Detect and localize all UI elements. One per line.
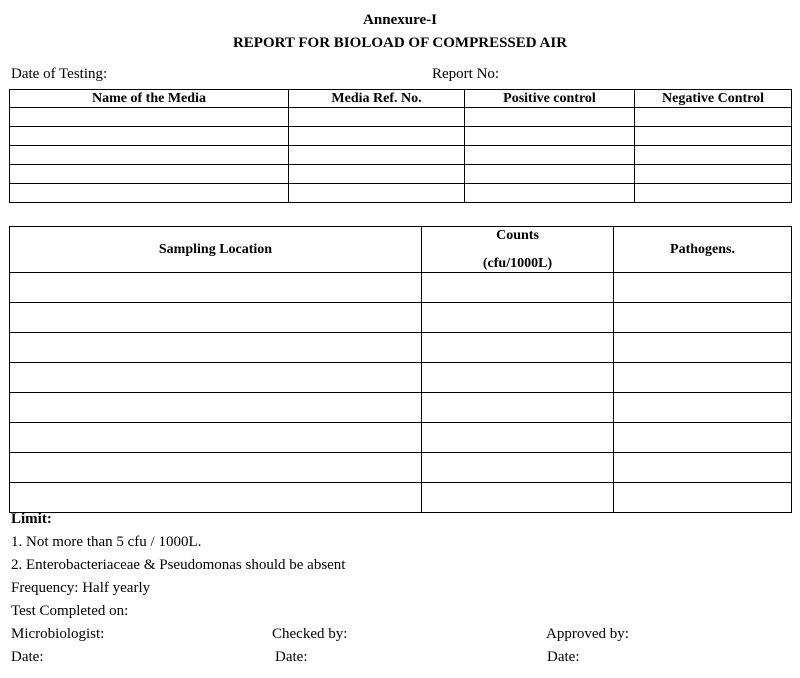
media-table-cell[interactable] xyxy=(289,165,465,184)
sampling-table-cell[interactable] xyxy=(422,333,614,363)
sampling-table-cell[interactable] xyxy=(422,303,614,333)
media-table-cell[interactable] xyxy=(635,127,792,146)
media-table-row xyxy=(10,184,792,203)
media-table-cell[interactable] xyxy=(10,184,289,203)
media-table-cell[interactable] xyxy=(465,184,635,203)
limit-item-1: 1. Not more than 5 cfu / 1000L. xyxy=(11,534,202,550)
sampling-table-cell[interactable] xyxy=(10,363,422,393)
media-table-cell[interactable] xyxy=(465,108,635,127)
sampling-table-row xyxy=(10,303,792,333)
checked-date-label: Date: xyxy=(275,649,308,665)
test-completed-label: Test Completed on: xyxy=(11,603,129,619)
sampling-table xyxy=(9,226,792,513)
sampling-table-cell[interactable] xyxy=(10,423,422,453)
media-table-cell[interactable] xyxy=(635,184,792,203)
sampling-table-cell[interactable] xyxy=(422,273,614,303)
counts-label: Counts xyxy=(496,228,539,243)
sampling-table-cell[interactable] xyxy=(10,333,422,363)
media-table-row xyxy=(10,127,792,146)
sampling-table-header xyxy=(10,227,792,273)
microbiologist-label: Microbiologist: xyxy=(11,626,105,642)
sampling-table-cell[interactable] xyxy=(422,393,614,423)
media-table-cell[interactable] xyxy=(10,127,289,146)
sampling-table-cell[interactable] xyxy=(614,453,792,483)
media-table-cell[interactable] xyxy=(465,146,635,165)
media-table-cell[interactable] xyxy=(289,108,465,127)
microbiologist-date-label: Date: xyxy=(11,649,44,665)
media-table-row xyxy=(10,108,792,127)
media-table-cell[interactable] xyxy=(289,146,465,165)
annexure-label: Annexure-I xyxy=(363,12,437,28)
media-table-cell[interactable] xyxy=(10,165,289,184)
media-table-cell[interactable] xyxy=(465,165,635,184)
sampling-table-cell[interactable] xyxy=(614,273,792,303)
pathogens-header: Pathogens. xyxy=(614,227,792,273)
limit-item-2: 2. Enterobacteriaceae & Pseudomonas should be absent xyxy=(11,557,346,573)
report-no-label: Report No: xyxy=(432,66,500,82)
sampling-table-row xyxy=(10,483,792,513)
media-table-cell[interactable] xyxy=(635,165,792,184)
sampling-table-cell[interactable] xyxy=(614,333,792,363)
sampling-table-cell[interactable] xyxy=(10,273,422,303)
sampling-table-cell[interactable] xyxy=(10,393,422,423)
sampling-table-row xyxy=(10,363,792,393)
counts-unit: (cfu/1000L) xyxy=(482,256,553,271)
sampling-table-cell[interactable] xyxy=(422,423,614,453)
media-table-row xyxy=(10,146,792,165)
date-of-testing-label: Date of Testing: xyxy=(11,66,108,82)
sampling-table-cell[interactable] xyxy=(614,393,792,423)
sampling-table-row xyxy=(10,453,792,483)
sampling-table-cell[interactable] xyxy=(614,483,792,513)
sampling-table-cell[interactable] xyxy=(10,483,422,513)
sampling-table-cell[interactable] xyxy=(614,363,792,393)
frequency-text: Frequency: Half yearly xyxy=(11,580,151,596)
limit-heading: Limit: xyxy=(11,511,52,527)
report-title: REPORT FOR BIOLOAD OF COMPRESSED AIR xyxy=(232,35,568,51)
sampling-table-row xyxy=(10,273,792,303)
sampling-table-cell[interactable] xyxy=(422,483,614,513)
counts-header xyxy=(422,227,614,273)
media-table-cell[interactable] xyxy=(465,127,635,146)
media-table-cell[interactable] xyxy=(289,127,465,146)
sampling-table-row xyxy=(10,333,792,363)
sampling-table-row xyxy=(10,423,792,453)
approved-date-label: Date: xyxy=(547,649,580,665)
media-table-cell[interactable] xyxy=(10,108,289,127)
sampling-table-cell[interactable] xyxy=(422,453,614,483)
media-table-row xyxy=(10,165,792,184)
sampling-table-cell[interactable] xyxy=(422,363,614,393)
sampling-table-cell[interactable] xyxy=(614,303,792,333)
sampling-table-row xyxy=(10,393,792,423)
positive-control-header: Positive control xyxy=(465,90,635,108)
media-table-header xyxy=(10,90,792,108)
media-table-cell[interactable] xyxy=(635,108,792,127)
sampling-location-header: Sampling Location xyxy=(10,227,422,273)
media-table-cell[interactable] xyxy=(635,146,792,165)
sampling-table-cell[interactable] xyxy=(10,453,422,483)
negative-control-header: Negative Control xyxy=(635,90,792,108)
media-name-header: Name of the Media xyxy=(10,90,289,108)
sampling-table-cell[interactable] xyxy=(614,423,792,453)
media-table-cell[interactable] xyxy=(289,184,465,203)
sampling-table-cell[interactable] xyxy=(10,303,422,333)
approved-by-label: Approved by: xyxy=(546,626,629,642)
media-ref-header: Media Ref. No. xyxy=(289,90,465,108)
media-table-cell[interactable] xyxy=(10,146,289,165)
media-table xyxy=(9,89,792,203)
checked-by-label: Checked by: xyxy=(272,626,348,642)
